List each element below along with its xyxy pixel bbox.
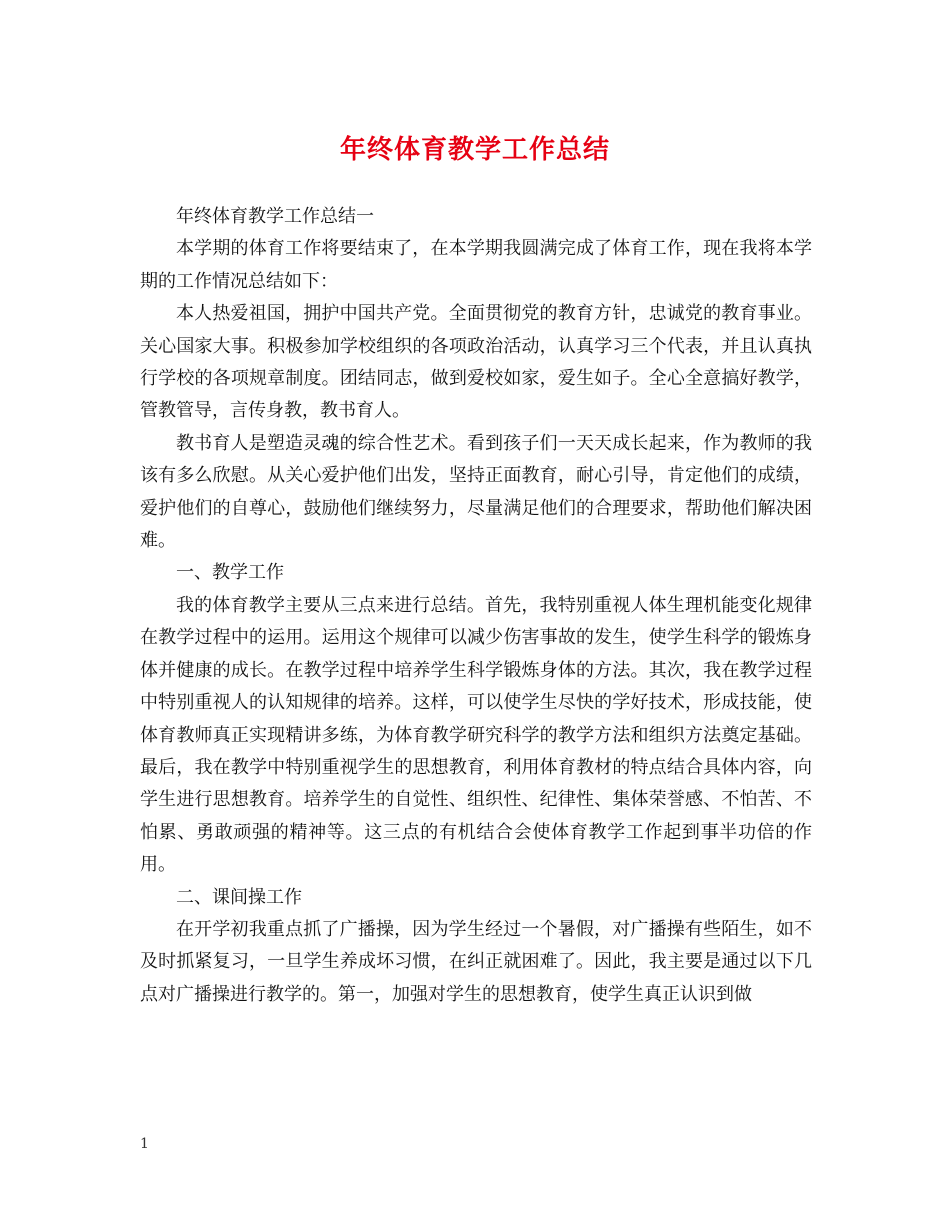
document-body: [140, 201, 812, 1011]
paragraph-exercise: 在开学初我重点抓了广播操，因为学生经过一个暑假，对广播操有些陌生，如不及时抓紧复习，一旦学生养成坏习惯，在纠正就困难了。因此，我主要是通过以下几点对广播操进行教学的。第一，加强对学生的思想教育，使学生真正认识到做: [140, 918, 812, 1005]
document-title: 年终体育教学工作总结: [339, 135, 610, 165]
paragraph-intro: 本学期的体育工作将要结束了，在本学期我圆满完成了体育工作，现在我将本学期的工作情况总结如下：: [140, 238, 812, 292]
paragraph-education: 教书育人是塑造灵魂的综合性艺术。看到孩子们一天天成长起来，作为教师的我该有多么欣慰。从关心爱护他们出发，坚持正面教育，耐心引导，肯定他们的成绩，爱护他们的自尊心，鼓励他们继续努力，尽量满足他们的合理要求，帮助他们解决困难。: [140, 432, 812, 552]
page-number: 1: [140, 1136, 149, 1152]
paragraph-subtitle: 年终体育教学工作总结一: [176, 206, 374, 227]
paragraph-political: 本人热爱祖国，拥护中国共产党。全面贯彻党的教育方针，忠诚党的教育事业。关心国家大事。积极参加学校组织的各项政治活动，认真学习三个代表，并且认真执行学校的各项规章制度。团结同志，做到爱校如家，爱生如子。全心全意搞好教学，管教管导，言传身教，教书育人。: [140, 303, 812, 422]
section-heading-exercise: 二、课间操工作: [176, 886, 302, 908]
paragraph-teaching: 我的体育教学主要从三点来进行总结。首先，我特别重视人体生理机能变化规律在教学过程中的运用。运用这个规律可以减少伤害事故的发生，使学生科学的锻炼身体并健康的成长。在教学过程中培养学生科学锻炼身体的方法。其次，我在教学过程中特别重视人的认知规律的培养。这样，可以使学生尽快的学好技术，形成技能，使体育教师真正实现精讲多练，为体育教学研究科学的教学方法和组织方法奠定基础。最后，我在教学中特别重视学生的思想教育，利用体育教材的特点结合具体内容，向学生进行思想教育。培养学生的自觉性、组织性、纪律性、集体荣誉感、不怕苦、不怕累、勇敢顽强的精神等。这三点的有机结合会使体育教学工作起到事半功倍的作用。: [140, 594, 812, 876]
section-heading-teaching: 一、教学工作: [176, 562, 284, 584]
